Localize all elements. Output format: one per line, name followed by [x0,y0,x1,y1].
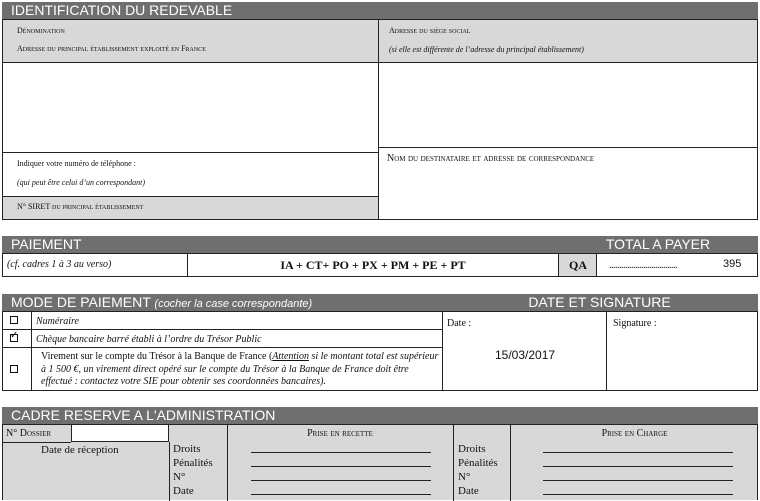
charge-label: Prise en Charge [601,428,668,439]
signature-label: Signature : [613,318,657,329]
mode-paiement-section [2,311,758,391]
qa-label: QA [569,258,587,272]
siege-note: (si elle est différente de l’adresse du principal établissement) [389,45,584,54]
total-amount-field[interactable] [597,254,757,276]
virement-attention: Attention [272,351,309,362]
option-numeraire: Numéraire [36,316,79,327]
total-amount: 395 [723,258,742,270]
paiement-formula: IA + CT+ PO + PX + PM + PE + PT [280,258,466,272]
date-value[interactable]: 15/03/2017 [495,348,556,362]
recette-row-droits: Droits [173,443,201,455]
recette-rows [173,442,213,498]
adresse-siege-label: Adresse du siège social [389,26,471,35]
virement-text-a: Virement sur le compte du Trésor à la Banque de France ( [41,351,273,362]
mode-paiement-header [2,294,441,312]
siret-label: N° SIRET du principal établissement [17,202,144,211]
paiement-header: PAIEMENT [2,236,558,254]
telephone-note: (qui peut être celui d’un correspondant) [17,178,146,187]
charge-row-date: Date [458,485,479,497]
siret-cell[interactable] [3,197,379,219]
mode-paiement-note: (cocher la case correspondante) [154,298,313,310]
option-cheque: Chèque bancaire barré établi à l’ordre du Trésor Public [36,334,262,345]
amount-dots: .................................. [609,260,677,271]
identification-header: IDENTIFICATION DU REDEVABLE [2,2,758,20]
telephone-label: Indiquer votre numéro de téléphone : [17,159,136,168]
siege-cell [379,20,757,63]
destinataire-cell[interactable] [379,148,757,219]
charge-row-numero: N° [458,471,471,483]
denomination-label: Dénomination [17,26,65,35]
paiement-note: (cf. cadres 1 à 3 au verso) [7,259,112,270]
reception-label: Date de réception [41,444,119,456]
adresse-principal-label: Adresse du principal établissement exploité en France [17,44,206,53]
charge-rows [458,442,498,498]
date-signature-header: DATE ET SIGNATURE [441,294,758,312]
telephone-cell[interactable] [3,153,379,197]
signature-field[interactable] [607,312,757,390]
checkbox-virement[interactable] [10,365,18,373]
dossier-field[interactable] [71,425,169,442]
date-label: Date : [447,318,472,329]
total-header: TOTAL A PAYER [558,236,758,254]
identification-section [2,19,758,220]
destinataire-label: Nom du destinataire et adresse de correspondance [387,153,595,164]
checkbox-cheque[interactable] [10,334,18,342]
mode-paiement-title: MODE DE PAIEMENT [11,294,151,310]
recette-row-numero: N° [173,471,186,483]
recette-row-penalites: Pénalités [173,457,213,469]
option-virement [41,351,439,389]
denomination-cell [3,20,379,63]
admin-header: CADRE RESERVE A L'ADMINISTRATION [2,407,758,425]
adresse-siege-field[interactable] [379,63,757,148]
dossier-label: N° Dossier [6,428,52,439]
recette-row-date: Date [173,485,194,497]
paiement-row [2,253,758,277]
recette-label: Prise en recette [307,428,373,439]
charge-row-penalites: Pénalités [458,457,498,469]
charge-row-droits: Droits [458,443,486,455]
adresse-principal-field[interactable] [3,63,379,153]
admin-section [2,424,758,500]
virement-text-b: si le montant total est supérieur à 1 500 €, un virement direct opéré sur le compte du Trésor à la Banque de France doit être effectué : contactez votre SIE pour obtenir ses coordonnées bancaires). [41,351,439,387]
checkbox-numeraire[interactable] [10,316,18,324]
